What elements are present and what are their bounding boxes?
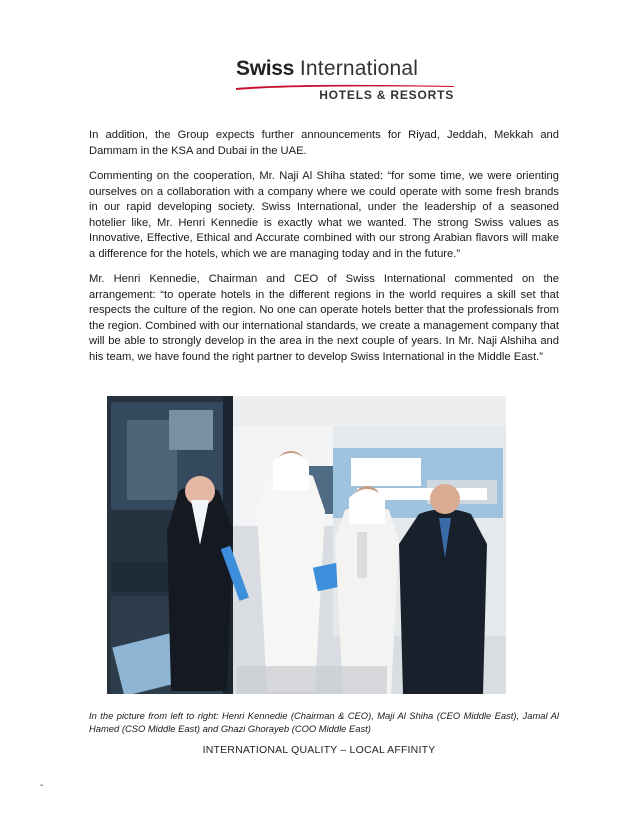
logo-brand-rest: International [299, 57, 419, 80]
page-mark: - [40, 780, 44, 791]
swiss-international-logo [236, 57, 456, 109]
paragraph-announcements: In addition, the Group expects further announcements for Riyad, Jeddah, Mekkah and Dammam in the KSA and Dubai in the UAE. [89, 129, 559, 157]
logo-tagline: HOTELS & RESORTS [319, 88, 454, 102]
exhibition-booth-photo [107, 396, 506, 694]
article-body [89, 128, 559, 375]
paragraph-henri-quote: Mr. Henri Kennedie, Chairman and CEO of Swiss International commented on the arrangement: “to operate hotels in the different regions in the world requires a skill set that respects the culture of the region. No one can operate hotels better that the professionals from the region. Combined with our international standards, we create a management company that will be able to strongly develop in the area in the next couple of years. In Mr. Naji Alshiha and his team, we have found the right partner to develop Swiss International in the Middle East.” [89, 273, 559, 363]
logo-brand [236, 57, 418, 81]
paragraph-naji-quote: Commenting on the cooperation, Mr. Naji Al Shiha stated: “for some time, we were orienting ourselves on a collaboration with a company where we could operate with some fresh brands in our rapid developing society. Swiss International, under the leadership of a seasoned hotelier like, Mr. Henri Kennedie is exactly what we wanted. The strong Swiss values as Innovative, Effective, Ethical and Accurate combined with our strong Arabian flavors will make a difference for the hotels, which we are managing today and in the future.” [89, 170, 559, 260]
footer-slogan: INTERNATIONAL QUALITY – LOCAL AFFINITY [202, 744, 436, 756]
photo-illustration [107, 396, 506, 694]
photo-caption: In the picture from left to right: Henri Kennedie (Chairman & CEO), Maji Al Shiha (CEO Middle East), Jamal Al Hamed (CSO Middle East) and Ghazi Ghorayeb (COO Middle East) [89, 710, 559, 734]
logo-brand-bold: Swiss [236, 57, 295, 80]
